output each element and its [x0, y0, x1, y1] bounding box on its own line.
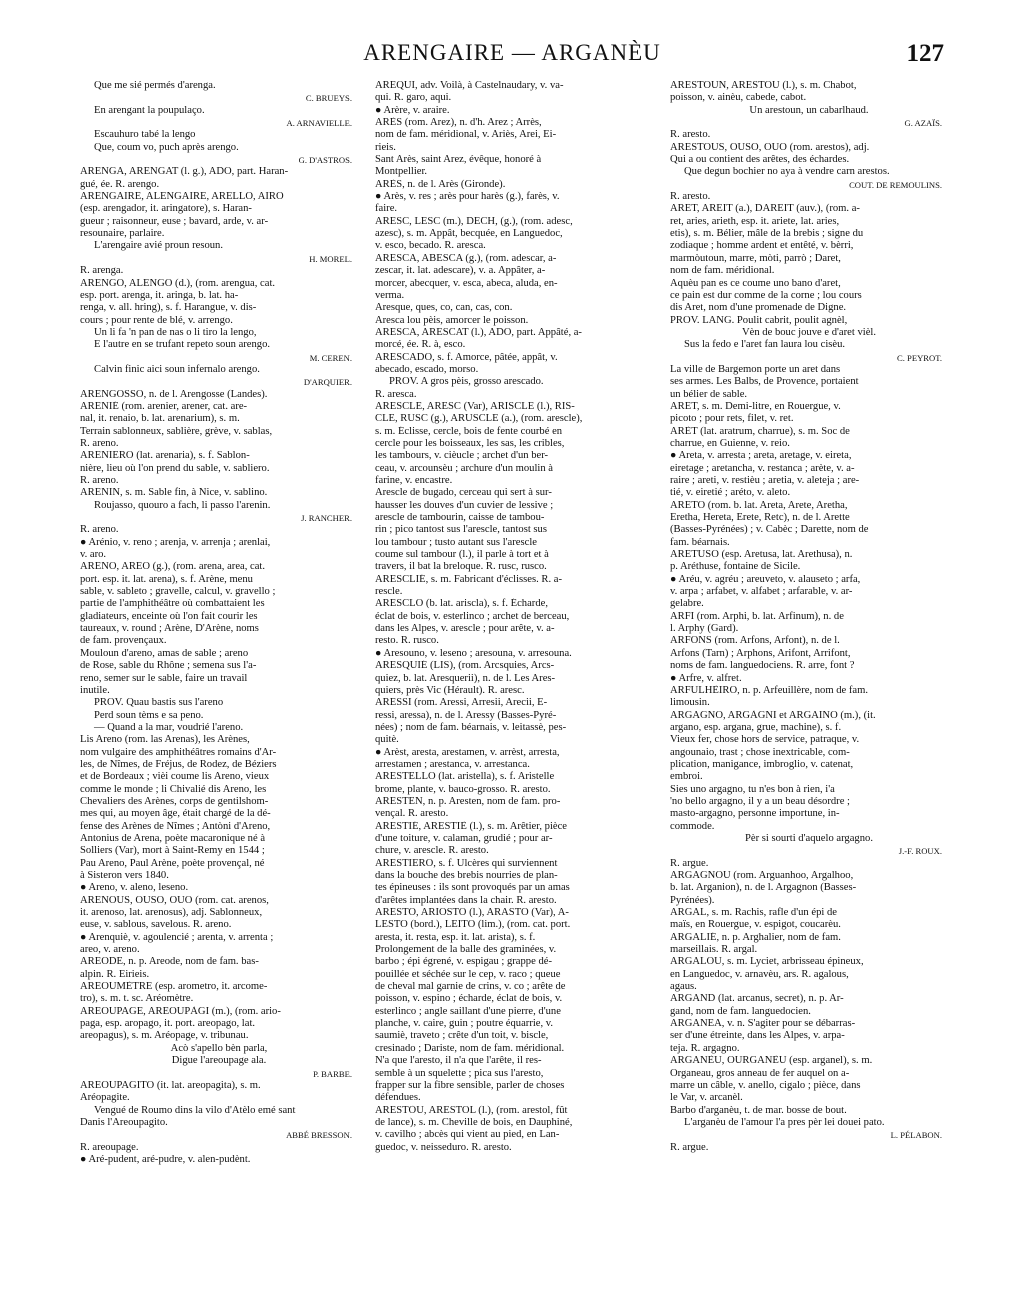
entry-line: barbo ; épi égrené, v. espigau ; grappe dé-: [375, 956, 552, 968]
entry-line: R. aresto.: [670, 129, 711, 141]
entry-line: R. aresca.: [375, 388, 417, 400]
citation-author: COUT. DE REMOULINS.: [849, 179, 942, 190]
entry-line: arescle de tambourin, caisse de tambou-: [375, 512, 545, 524]
quotation-line: Vèn de bouc jouve e d'aret vièl.: [742, 326, 876, 338]
entry-line: lou tambour ; tusto autant sus l'arescle: [375, 536, 537, 548]
entry-line: ARÈS (rom. Arez), n. d'h. Arez ; Arrès,: [375, 117, 542, 129]
entry-line: areopagus), s. m. Aréopage, v. tribunau.: [80, 1030, 249, 1042]
entry-line: zodiaque ; homme ardent et entêté, v. bèrri,: [670, 240, 854, 252]
entry-line: fense des Arènes de Nîmes ; Antòni d'Areno,: [80, 820, 271, 832]
entry-line: paga, esp. aropago, it. port. areopago, lat.: [80, 1018, 256, 1030]
entry-line: sable, v. sableto ; gravelle, calcul, v. gravello ;: [80, 586, 276, 598]
entry-line: gelabre.: [670, 598, 704, 610]
entry-line: ARESCLO (b. lat. ariscla), s. f. Écharde,: [375, 598, 548, 610]
quotation-line: L'arganèu de l'amour l'a pres pèr lei douei pato.: [684, 1116, 885, 1128]
entry-line: 'no bello argagno, il y a un beau désordre ;: [670, 795, 850, 807]
entry-line: AREQUI, adv. Voilà, à Castelnaudary, v. va-: [375, 80, 564, 91]
entry-line: ● Aré-pudent, aré-pudre, v. alen-pudènt.: [80, 1153, 251, 1165]
citation-author: G. AZAÏS.: [904, 118, 942, 129]
entry-line: ARGANEA, v. n. S'agiter pour se débarras-: [670, 1018, 856, 1030]
entry-line: qui. R. garo, aqui.: [375, 92, 452, 104]
entry-line: Antonius de Arena, poète macaronique né à: [80, 832, 266, 844]
entry-line: ARESCA, ARESCAT (l.), ADO, part. Appâté, a-: [375, 326, 582, 338]
entry-line: reno, semer sur le sable, faire un travail: [80, 672, 248, 684]
entry-line: ARENIERO (lat. arenaria), s. f. Sablon-: [80, 450, 250, 462]
entry-line: partie de l'amphithéâtre où combattaient les: [80, 598, 265, 610]
quotation-line: Perd soun tèms e sa peno.: [94, 709, 204, 721]
entry-line: azesc), s. m. Appât, becquée, en Languedoc,: [375, 228, 563, 240]
entry-line: semble à un squelette ; pica sus l'aresto,: [375, 1067, 544, 1079]
quotation-line: E l'autre en se trufant repeto soun arengo.: [94, 339, 271, 351]
entry-line: ARENIÉ (rom. arenier, arener, cat. are-: [80, 400, 248, 412]
entry-line: it. arenoso, lat. arenosus), adj. Sablonneux,: [80, 907, 263, 919]
entry-line: ARENGA, ARENGAT (l. g.), ADO, part. Haran-: [80, 166, 289, 178]
quotation-line: En arengant la poupulaço.: [94, 104, 205, 116]
entry-line: resto. R. rusco.: [375, 635, 439, 647]
entry-line: à Sisteron vers 1840.: [80, 870, 169, 881]
entry-line: Terrain sablonneux, sablière, grève, v. sablas,: [80, 425, 273, 437]
entry-line: plication, manigance, imbroglio, v. catenat,: [670, 758, 854, 770]
entry-line: planche, v. caire, guin ; poutre équarrie, v.: [375, 1018, 554, 1030]
column-middle: [375, 80, 653, 1290]
entry-line: fam. béarnais.: [670, 536, 730, 548]
quotation-line: Roujasso, quouro a fach, li passo l'arenin.: [94, 499, 271, 511]
entry-line: Sies uno argagno, tu n'es bon à rien, i'a: [670, 783, 835, 795]
entry-line: ARESTIERO, s. f. Ulcères qui surviennent: [375, 857, 558, 869]
quotation-line: Un li fa 'n pan de nas o li tiro la lengo,: [94, 326, 257, 338]
entry-line: morcer, abecquer, v. esca, abeca, aluda, en-: [375, 277, 558, 289]
entry-line: v. esco, becado. R. aresca.: [375, 240, 486, 252]
quotation-line: Que me sié permés d'arenga.: [94, 80, 216, 91]
entry-line: poisson, v. espino ; écharde, éclat de bois, v.: [375, 993, 563, 1005]
entry-line: agaus.: [670, 981, 697, 993]
column-right: [670, 80, 948, 1290]
entry-line: Aresque, ques, co, can, cas, con.: [375, 302, 513, 314]
entry-line: R. argue.: [670, 1141, 709, 1153]
citation-author: J. RANCHER.: [301, 513, 352, 524]
entry-line: taureaux, v. round ; Arène, D'Arène, noms: [80, 623, 259, 635]
entry-line: nière, lieu où l'on prend du sable, v. sabliero.: [80, 462, 270, 474]
entry-line: comme le monde ; li Chivalié dis Areno, les: [80, 783, 267, 795]
entry-line: défendues.: [375, 1092, 421, 1104]
entry-line: frapper sur la fibre sensible, parler de choses: [375, 1079, 565, 1091]
entry-line: inutile.: [80, 684, 110, 696]
entry-line: nom de fam. méridional, v. Ariès, Arei, Ei-: [375, 129, 557, 141]
entry-line: saumiè, traveto ; crête d'un toit, v. biscle,: [375, 1030, 549, 1042]
entry-line: ARGAND (lat. arcanus, secret), n. p. Ar-: [670, 993, 844, 1005]
entry-line: ARESCLE, ARESC (Var), ARISCLE (l.), RIS-: [375, 400, 575, 412]
entry-line: ARETUSO (esp. Aretusa, lat. Arethusa), n.: [670, 549, 853, 561]
entry-line: p. Aréthuse, fontaine de Sicile.: [670, 561, 801, 573]
entry-line: Arescle de bugado, cerceau qui sert à sur-: [375, 487, 552, 499]
entry-line: ● Aréu, v. agréu ; areuveto, v. alauseto ; arfa,: [670, 573, 861, 585]
entry-line: ARENGOSSO, n. de l. Arengosse (Landes).: [80, 388, 268, 400]
entry-line: cours ; pour rente de blé, v. arrengo.: [80, 314, 233, 326]
entry-line: Qui a ou contient des arêtes, des échardes.: [670, 154, 850, 166]
citation-author: C. BRUEYS.: [305, 93, 352, 104]
entry-line: quiez, b. lat. Aresquerii), n. de l. Les Ares-: [375, 672, 556, 684]
entry-line: commode.: [670, 820, 715, 832]
entry-line: aresta, it. resta, esp. it. lat. arista), s. f.: [375, 931, 536, 943]
entry-line: Chevaliers des Arènes, corps de gentilshom-: [80, 795, 269, 807]
entry-line: ● Arfre, v. alfret.: [670, 672, 742, 684]
entry-line: nal, it. renaio, b. lat. arenarium), s. m.: [80, 413, 240, 425]
entry-line: ressi, aressa), n. de l. Aressy (Basses-Pyré-: [375, 709, 557, 721]
entry-line: argano, esp. argana, grue, machine), s. f.: [670, 721, 842, 733]
entry-line: b. lat. Arganion), n. de l. Argagnon (Basses-: [670, 882, 857, 894]
entry-line: en Languedoc, v. arnavèu, ars. R. agalous,: [670, 968, 849, 980]
entry-line: N'a que l'aresto, il n'a que l'arête, il res-: [375, 1055, 542, 1067]
entry-line: de lance), s. m. Cheville de bois, en Dauphiné,: [375, 1116, 573, 1128]
entry-line: ARGALIÉ, n. p. Arghalier, nom de fam.: [670, 931, 841, 943]
entry-line: Lis Areno (rom. las Arenas), les Arènes,: [80, 734, 250, 746]
citation-author: M. CEREN.: [309, 352, 352, 363]
entry-line: farine, v. encastre.: [375, 475, 453, 486]
entry-line: zescar, it. lat. adescare), v. a. Appâter, a-: [375, 265, 546, 277]
entry-line: resounaire, parlaire.: [80, 228, 165, 240]
entry-line: ARENOUS, OUSO, OUO (rom. cat. arenos,: [80, 894, 269, 906]
entry-line: R. argue.: [670, 857, 709, 869]
entry-line: La ville de Bargemon porte un aret dans: [670, 363, 841, 375]
entry-line: ARGAGNOU (rom. Arguanhoo, Argalhoo,: [670, 870, 854, 881]
entry-line: guedoc, v. neisseduro. R. aresto.: [375, 1141, 512, 1153]
entry-line: d'une toiture, v. calaman, grudié ; pour ar-: [375, 832, 553, 844]
entry-line: Organeau, gros anneau de fer auquel on a-: [670, 1067, 850, 1079]
entry-line: ● Arèst, aresta, arestamen, v. arrèst, arresta,: [375, 746, 560, 758]
entry-line: port. esp. it. lat. arena), s. f. Arène, menu: [80, 573, 253, 585]
entry-line: ARESTEN, n. p. Aresten, nom de fam. pro-: [375, 795, 561, 807]
entry-line: tié, v. eiretié ; aréto, v. aleto.: [670, 487, 791, 499]
entry-line: et de Bordeaux ; vièi coume lis Areno, vieux: [80, 771, 270, 783]
entry-line: marmòutoun, marre, mòti, parrò ; Daret,: [670, 252, 841, 264]
entry-line: Pyrénées).: [670, 894, 715, 906]
entry-line: d'arêtes implantées dans la chair. R. aresto.: [375, 894, 557, 906]
entry-line: picoto ; pour rets, filet, v. ret.: [670, 413, 794, 425]
entry-line: marre un câble, v. anello, cigalo ; pièce, dans: [670, 1079, 861, 1091]
entry-line: gladiateurs, enceinte où l'on fait courir les: [80, 610, 258, 622]
entry-line: ARFONS (rom. Arfons, Arfont), n. de l.: [670, 635, 840, 647]
entry-line: ● Arenquiè, v. agoulencié ; arenta, v. arrenta ;: [80, 931, 274, 943]
entry-line: marseillais. R. argal.: [670, 944, 758, 956]
entry-line: brome, plante, v. bauco-grosso. R. aresto.: [375, 783, 551, 795]
entry-line: morcé, ée. R. à, esco.: [375, 339, 466, 351]
entry-line: gué, ée. R. arengo.: [80, 178, 160, 190]
entry-line: faire.: [375, 203, 398, 215]
quotation-line: PROV. Quau bastis sus l'areno: [94, 697, 224, 709]
entry-line: ARESCLIÉ, s. m. Fabricant d'éclisses. R. a-: [375, 573, 562, 585]
entry-line: ● Aresouno, v. leseno ; aresouna, v. arresouna.: [375, 647, 572, 659]
entry-line: ceau, v. arcounsèu ; archure d'un moulin à: [375, 462, 554, 474]
entry-line: Barbo d'arganèu, t. de mar. bosse de bout.: [670, 1104, 847, 1116]
entry-line: Aquèu pan es ce coume uno bano d'aret,: [670, 277, 841, 289]
entry-line: abecado, escado, morso.: [375, 363, 479, 375]
entry-line: rieis.: [375, 141, 396, 153]
entry-line: ARESQUIÉ (LIS), (rom. Arcsquies, Arcs-: [375, 660, 555, 672]
entry-line: nom de fam. méridional.: [670, 265, 775, 277]
entry-line: ARESCA, ABESCA (g.), (rom. adescar, a-: [375, 252, 557, 264]
citation-author: G. D'ASTROS.: [298, 155, 352, 166]
entry-line: angounaio, trast ; chose inextricable, com-: [670, 746, 850, 758]
entry-line: eiretage ; aretancha, v. restanca ; arète, v. a-: [670, 462, 855, 474]
entry-line: ARESSI (rom. Aressi, Arresii, Arecii, E-: [375, 697, 548, 709]
entry-line: rescle.: [375, 586, 403, 598]
entry-line: euse, v. sablous, savelous. R. areno.: [80, 919, 232, 931]
entry-line: teja. R. argagno.: [670, 1042, 740, 1054]
entry-line: gueur ; raisonneur, euse ; bavard, arde, v. ar-: [80, 215, 269, 227]
entry-line: R. areno.: [80, 524, 119, 536]
entry-line: ARENGAIRE, ALENGAIRE, ARELLO, AIRO: [80, 191, 284, 203]
entry-line: le Var, v. arcanèl.: [670, 1092, 743, 1104]
entry-line: alpin. R. Eirieis.: [80, 968, 150, 980]
entry-line: limousin.: [670, 697, 710, 709]
entry-line: ARET, AREIT (a.), DAREIT (auv.), (rom. a-: [670, 203, 860, 215]
entry-line: éclat de bois, v. esterlinco ; archet de berceau,: [375, 610, 570, 622]
citation-author: P. BARBE.: [313, 1068, 352, 1079]
entry-line: etis), s. m. Bélier, mâle de la brebis ; signe du: [670, 228, 864, 240]
entry-line: embroi.: [670, 771, 703, 783]
entry-line: un bélier de sable.: [670, 388, 748, 400]
entry-line: dans les Alpes, v. arescle ; pour arête, v. a-: [375, 623, 555, 635]
entry-line: tes épineuses : ils sont provoqués par un amas: [375, 882, 570, 894]
entry-line: v. cavilho ; abcès qui vient au pied, en Lan-: [375, 1129, 560, 1141]
entry-line: dans la bouche des brebis nourries de plan-: [375, 870, 558, 881]
entry-line: ARÈT (lat. aratrum, charrue), s. m. Soc de: [670, 425, 850, 437]
entry-line: AREOUPAGITO (it. lat. areopagita), s. m.: [80, 1079, 261, 1091]
entry-line: ARENIN, s. m. Sable fin, à Nice, v. sablino.: [80, 487, 268, 499]
entry-line: les, de Nîmes, de Fréjus, de Rodez, de Béziers: [80, 758, 277, 770]
entry-line: nom vulgaire des amphithéâtres romains d'Ar-: [80, 746, 277, 758]
entry-line: cercle pour les boisseaux, les sas, les cribles,: [375, 437, 565, 449]
entry-line: ARÈS, n. de l. Arès (Gironde).: [375, 178, 506, 190]
entry-line: ARETO (rom. b. lat. Areta, Arete, Aretha,: [670, 499, 848, 511]
citation-author: L. PÉLABON.: [890, 1130, 942, 1141]
quotation-line: Digue l'areoupage ala.: [171, 1055, 267, 1067]
column-left: [80, 80, 358, 1290]
quotation-line: Pèr si sourti d'aquelo argagno.: [745, 832, 873, 844]
entry-line: s. m. Éclisse, cercle, bois de fente courbé en: [375, 425, 563, 437]
entry-line: coume sul tambour (l.), il parle à tort et à: [375, 549, 549, 561]
entry-line: AREOUPAGE, AREOUPÀGI (m.), (rom. ario-: [80, 1005, 281, 1017]
citation-author: J.-F. ROUX.: [898, 846, 942, 857]
entry-line: v. arpa ; arfabet, v. alfabet ; arfarable, v. ar-: [670, 586, 853, 598]
entry-line: ARGALOU, s. m. Lyciet, arbrisseau épineux,: [670, 956, 864, 968]
entry-line: CLE, RUSC (g.), ARUSCLE (a.), (rom. arescle),: [375, 413, 583, 425]
entry-line: l. Arphy (Gard).: [670, 623, 739, 635]
entry-line: ● Arénio, v. reno ; arenja, v. arrenja ; arenlai,: [80, 536, 271, 548]
entry-line: cresinado ; Dariste, nom de fam. méridional.: [375, 1042, 565, 1054]
entry-line: ret, aries, arieth, esp. it. ariete, lat. aries,: [670, 215, 840, 227]
entry-line: v. aro.: [80, 549, 107, 561]
citation-author: H. MOREL.: [309, 253, 352, 264]
entry-line: renga, v. all. hring), s. f. Harangue, v. dis-: [80, 302, 257, 314]
quotation-line: Acò s'apello bèn parla,: [170, 1042, 268, 1054]
entry-line: ARESCADO, s. f. Amorce, pâtée, appât, v.: [375, 351, 558, 363]
entry-line: ARFULHÈIRO, n. p. Arfeuillère, nom de fam.: [670, 684, 869, 696]
entry-line: ● Arère, v. araire.: [375, 104, 450, 116]
entry-line: esp. port. arenga, it. aringa, b. lat. ha-: [80, 289, 239, 301]
entry-line: ● Arès, v. res ; arès pour harès (g.), farès, v.: [375, 191, 560, 203]
entry-line: PROV. LANG. Poulit cabrit, poulit agnèl,: [670, 314, 848, 326]
entry-line: masto-argagno, personne importune, in-: [670, 808, 840, 820]
entry-line: esterlinco ; angle saillant d'une pierre, d'une: [375, 1005, 561, 1017]
entry-line: Arfons (Tarn) ; Arphons, Arifont, Arrifont,: [670, 647, 851, 659]
quotation-line: Sus la fedo e l'aret fan laura lou cisèu.: [684, 339, 846, 351]
entry-line: ARESTOUN, ARESTOU (l.), s. m. Chabot,: [670, 80, 857, 91]
entry-line: ● Areta, v. arresta ; areta, aretage, v. eireta,: [670, 450, 852, 462]
dictionary-columns: [80, 80, 948, 1290]
entry-line: R. areoupage.: [80, 1141, 139, 1153]
entry-line: nées) ; nom de fam. béarnais, v. leitassè, pes-: [375, 721, 567, 733]
entry-line: ARENO, AREO (g.), (rom. arena, area, cat.: [80, 561, 266, 573]
quotation-line: Que degun bochier no aya à vendre carn arestos.: [684, 166, 890, 178]
entry-line: de fam. provençaux.: [80, 635, 167, 647]
entry-line: charrue, en Guienne, v. reio.: [670, 437, 790, 449]
running-title: ARENGAIRE — ARGANÈU: [363, 40, 661, 65]
entry-line: dis Aret, nom d'une promenade de Digne.: [670, 302, 847, 314]
entry-line: noms de fam. languedociens. R. arre, font ?: [670, 660, 855, 672]
page-header: [80, 40, 944, 80]
entry-line: R. arenga.: [80, 265, 124, 277]
entry-line: gand, nom de fam. languedocien.: [670, 1005, 811, 1017]
entry-line: verma.: [375, 289, 405, 301]
entry-line: ARGAGNO, ARGÀGNI et ARGAINO (m.), (it.: [670, 709, 876, 721]
entry-line: ARGAL, s. m. Rachis, rafle d'un épi de: [670, 907, 837, 919]
entry-line: raire ; areti, v. restièu ; aretia, v. aleteja ; are-: [670, 475, 860, 486]
citation-author: ABBÉ BRESSON.: [286, 1130, 352, 1141]
entry-line: pouillée et séchée sur le cep, v. raco ; queue: [375, 968, 561, 980]
quotation-line: L'arengaire avié proun resoun.: [94, 240, 223, 252]
citation-author: A. ARNAVIELLE.: [286, 118, 352, 129]
entry-line: ARESTIÉ, ARESTIÈ (l.), s. m. Arêtier, pièce: [375, 820, 567, 832]
entry-line: les tambours, v. cièucle ; archet d'un ber-: [375, 450, 549, 462]
entry-line: ser d'une étreinte, dans les Alpes, v. arpa-: [670, 1030, 845, 1042]
entry-line: vençal. R. aresto.: [375, 808, 449, 820]
entry-line: ARESC, LESC (m.), DECH, (g.), (rom. adesc,: [375, 215, 573, 227]
citation-author: C. PEYROT.: [897, 352, 942, 363]
entry-line: AREODE, n. p. Areode, nom de fam. bas-: [80, 956, 259, 968]
entry-line: ARFI (rom. Arphi, b. lat. Arfinum), n. de: [670, 610, 844, 622]
entry-line: ses armes. Les Balbs, de Provence, portaient: [670, 376, 859, 388]
entry-line: ARESTO, ARIOSTO (l.), ARASTO (Var), A-: [375, 907, 569, 919]
entry-line: AREOUMÈTRE (esp. arometro, it. arcome-: [80, 981, 268, 993]
entry-line: ARENGO, ALENGO (d.), (rom. arengua, cat.: [80, 277, 276, 289]
entry-line: Eretha, Hereta, Erete, Retc), n. de l. Arette: [670, 512, 850, 524]
entry-line: Danis l'Areoupagito.: [80, 1116, 168, 1128]
quotation-line: Calvin finic aici soun infernalo arengo.: [94, 363, 260, 375]
quotation-line: — Quand a la mar, voudrié l'areno.: [94, 721, 244, 733]
entry-line: R. areno.: [80, 475, 119, 486]
entry-line: ARESTELLO (lat. aristella), s. f. Aristelle: [375, 771, 555, 783]
entry-line: ARESTOUS, OUSO, OUO (rom. arestos), adj.: [670, 141, 870, 153]
entry-line: quitè.: [375, 734, 399, 746]
entry-line: Vieux fer, chose hors de service, patraque, v.: [670, 734, 860, 746]
entry-line: Pau Areno, Paul Arène, poète provençal, né: [80, 857, 265, 869]
entry-line: areo, v. areno.: [80, 944, 140, 956]
entry-line: Montpellier.: [375, 166, 428, 178]
entry-line: Aresca lou pèis, amorcer le poisson.: [375, 314, 529, 326]
entry-line: quiers, près Vic (Hérault). R. aresc.: [375, 684, 525, 696]
entry-line: arrestamen ; arestanca, v. arrestanca.: [375, 758, 530, 770]
entry-line: R. areno.: [80, 437, 119, 449]
entry-line: hausser les douves d'un cuvier de lessive ;: [375, 499, 554, 511]
entry-line: Mouloun d'areno, amas de sable ; areno: [80, 647, 249, 659]
page-number: 127: [906, 40, 944, 67]
quotation-line: PROV. A gros pèis, grosso arescado.: [389, 376, 544, 388]
entry-line: Sant Arès, saint Arez, évêque, honoré à: [375, 154, 542, 166]
entry-line: Aréopagite.: [80, 1092, 130, 1104]
entry-line: poisson, v. ainèu, cabede, cabot.: [670, 92, 807, 104]
entry-line: Solliers (Var), mort à Saint-Remy en 1544 ;: [80, 845, 265, 857]
entry-line: chure, v. arescle. R. aresto.: [375, 845, 489, 857]
entry-line: rin ; pico tantost sus l'arescle, tantost sus: [375, 524, 547, 536]
quotation-line: Que, coum vo, puch après arengo.: [94, 141, 239, 153]
entry-line: R. aresto.: [670, 191, 711, 203]
entry-line: de cheval mal garnie de crins, v. co ; arête de: [375, 981, 566, 993]
entry-line: ARESTÒU, ARESTOL (l.), (rom. arestol, fût: [375, 1104, 568, 1116]
entry-line: Prolongement de la balle des graminées, v.: [375, 944, 557, 956]
entry-line: ● Areno, v. aleno, leseno.: [80, 882, 189, 894]
entry-line: tro), s. m. t. sc. Aréomètre.: [80, 993, 194, 1005]
citation-author: D'ARQUIER.: [303, 377, 352, 388]
entry-line: maïs, en Rouergue, v. espigot, coucarèu.: [670, 919, 841, 931]
entry-line: (Basses-Pyrénées) ; v. Cabèc ; Darette, nom de: [670, 524, 869, 536]
entry-line: ARGANÈU, OURGANÈU (esp. arganel), s. m.: [670, 1055, 873, 1067]
entry-line: LESTO (bord.), LEITO (lim.), (rom. cat. port.: [375, 919, 571, 931]
entry-line: ce pain est dur comme de la corne ; lou cours: [670, 289, 862, 301]
entry-line: travers, il bat la breloque. R. rusc, rusco.: [375, 561, 547, 573]
quotation-line: Escauhuro tabé la lengo: [94, 129, 196, 141]
quotation-line: Vengué de Roumo dins la vilo d'Atèlo emé sant: [94, 1104, 296, 1116]
entry-line: ARET, s. m. Demi-litre, en Rouergue, v.: [670, 400, 841, 412]
entry-line: mes qui, au moyen âge, était chargé de la dé-: [80, 808, 271, 820]
entry-line: (esp. arengador, it. aringatore), s. Haran-: [80, 203, 252, 215]
entry-line: de Rose, sable du Rhône ; semena sus l'a-: [80, 660, 257, 672]
quotation-line: Un arestoun, un cabarlhaud.: [749, 104, 869, 116]
